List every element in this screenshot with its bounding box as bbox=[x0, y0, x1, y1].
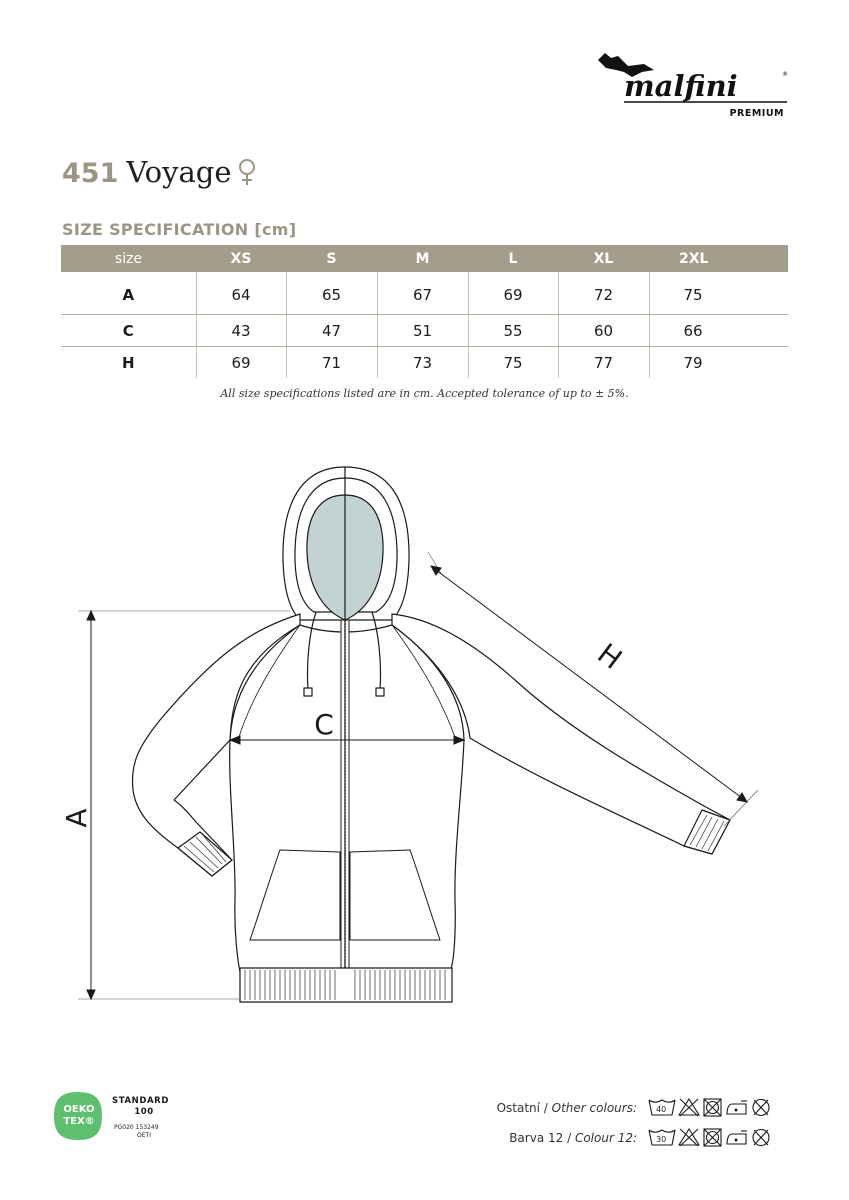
product-code: 451 bbox=[62, 158, 119, 189]
table-row bbox=[61, 272, 788, 315]
no-bleach-icon bbox=[679, 1099, 699, 1116]
oeko-text-line2: TEX® bbox=[63, 1116, 95, 1127]
table-cell: 66 bbox=[649, 315, 788, 347]
no-bleach-icon bbox=[679, 1129, 699, 1146]
care-row-other bbox=[497, 1101, 637, 1115]
product-name: Voyage bbox=[126, 155, 232, 189]
svg-text:PREMIUM: PREMIUM bbox=[729, 108, 784, 119]
no-dry-clean-icon bbox=[753, 1130, 769, 1146]
measure-a-label: A bbox=[60, 808, 93, 828]
table-cell: 73 bbox=[377, 347, 468, 379]
table-cell: 64 bbox=[196, 272, 286, 315]
table-cell: 75 bbox=[649, 272, 788, 315]
care-icons-colour12 bbox=[647, 1126, 797, 1148]
no-tumble-dry-icon bbox=[704, 1129, 721, 1146]
wash-temperature: 40 bbox=[656, 1105, 667, 1114]
hoodie-technical-drawing bbox=[0, 440, 849, 1020]
table-cell: 55 bbox=[468, 315, 558, 347]
oeko-text-line1: OEKO bbox=[63, 1104, 95, 1115]
svg-text:®: ® bbox=[782, 71, 788, 78]
care-row-colour12 bbox=[509, 1131, 637, 1145]
svg-text:malfini: malfini bbox=[624, 69, 738, 103]
certificate-institute: OETI bbox=[137, 1132, 151, 1139]
product-title bbox=[62, 155, 258, 189]
no-dry-clean-icon bbox=[753, 1100, 769, 1116]
table-cell: 75 bbox=[468, 347, 558, 379]
column-header: 2XL bbox=[649, 245, 788, 272]
table-row bbox=[61, 315, 788, 347]
care-label: Ostatní / bbox=[496, 1101, 552, 1115]
column-header: M bbox=[377, 245, 468, 272]
standard-number: 100 bbox=[134, 1107, 154, 1117]
table-cell: 67 bbox=[377, 272, 468, 315]
table-cell: 79 bbox=[649, 347, 788, 379]
iron-icon bbox=[727, 1101, 747, 1114]
care-icons-other bbox=[647, 1096, 797, 1118]
table-row bbox=[61, 347, 788, 379]
measure-c-label: C bbox=[314, 708, 334, 741]
row-label: H bbox=[121, 353, 135, 372]
table-cell: 69 bbox=[468, 272, 558, 315]
table-cell: 60 bbox=[558, 315, 649, 347]
care-label-en: Other colours: bbox=[551, 1101, 637, 1115]
table-cell: 77 bbox=[558, 347, 649, 379]
female-symbol-icon bbox=[236, 157, 258, 187]
row-label: A bbox=[61, 272, 196, 315]
malfini-premium-logo bbox=[592, 50, 797, 122]
table-cell: 43 bbox=[196, 315, 286, 347]
row-label: C bbox=[61, 315, 196, 347]
table-cell: 71 bbox=[286, 347, 377, 379]
certificate-code: PG020 153249 bbox=[114, 1124, 159, 1131]
no-tumble-dry-icon bbox=[704, 1099, 721, 1116]
table-cell: 65 bbox=[286, 272, 377, 315]
table-cell: 72 bbox=[558, 272, 649, 315]
table-cell: 51 bbox=[377, 315, 468, 347]
table-cell: 69 bbox=[196, 347, 286, 379]
standard-label: STANDARD bbox=[112, 1096, 169, 1106]
measure-h-label: H bbox=[591, 636, 629, 676]
size-spec-heading: SIZE SPECIFICATION [cm] bbox=[62, 220, 297, 239]
column-header: size bbox=[61, 245, 196, 272]
tolerance-note: All size specifications listed are in cm. Accepted tolerance of up to ± 5%. bbox=[220, 387, 629, 400]
iron-icon bbox=[727, 1131, 747, 1144]
size-spec-table bbox=[61, 245, 788, 378]
column-header: XS bbox=[196, 245, 286, 272]
column-header: S bbox=[286, 245, 377, 272]
care-label: Barva 12 / bbox=[509, 1131, 575, 1145]
wash-temperature: 30 bbox=[656, 1135, 667, 1144]
table-header-row bbox=[61, 245, 788, 272]
column-header: XL bbox=[558, 245, 649, 272]
column-header: L bbox=[468, 245, 558, 272]
care-label-en: Colour 12: bbox=[574, 1131, 637, 1145]
table-cell: 47 bbox=[286, 315, 377, 347]
